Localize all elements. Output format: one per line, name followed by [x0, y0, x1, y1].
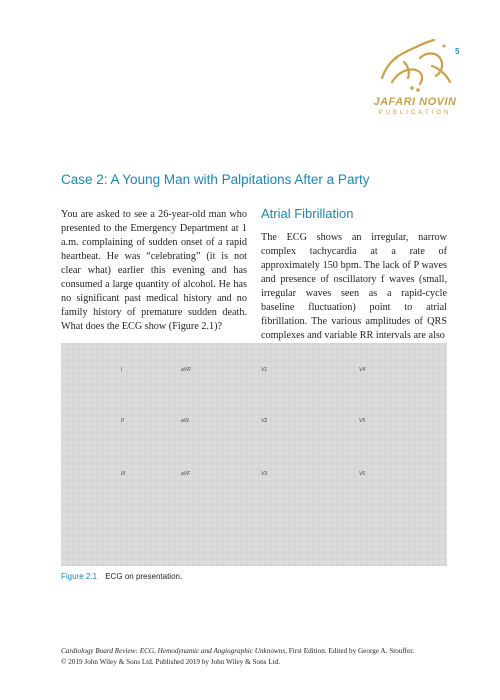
case-title: Case 2: A Young Man with Palpitations After a Party — [61, 172, 370, 187]
lead-label: V2 — [261, 418, 268, 424]
footer-book-title: Cardiology Board Review: ECG, Hemodynamic and Angiographic Unknowns — [61, 647, 286, 655]
lead-label: II — [121, 418, 124, 424]
ecg-figure — [61, 343, 447, 566]
figure-caption — [61, 572, 182, 581]
publisher-logo — [356, 38, 474, 122]
ecg-grid — [61, 343, 447, 566]
lead-label: V4 — [359, 367, 366, 373]
lead-label: V6 — [359, 471, 366, 477]
lead-label: aVR — [181, 367, 191, 373]
lead-label: aVF — [181, 471, 191, 477]
lead-label: III — [121, 471, 126, 477]
calligraphy-logo-icon — [374, 38, 456, 94]
figure-caption-text: ECG on presentation. — [105, 572, 183, 581]
lead-label: V1 — [261, 367, 268, 373]
section-text: The ECG shows an irregular, narrow complex tachycardia at a rate of approximately 150 bpm. The lack of P waves and presence of oscillatory f waves (small, irregular waves seen as a rapid-cycle baseline fluctuation) point to atrial fibrillation. The various amplitudes of QRS complexes and variable RR intervals are also — [261, 232, 447, 341]
footer-citation — [61, 646, 461, 656]
lead-label: aVL — [181, 418, 190, 424]
logo-subtitle: PUBLICATION — [378, 110, 452, 116]
case-text: You are asked to see a 26-year-old man who presented to the Emergency Department at 1 a.m. complaining of sudden onset of a rapid heartbeat. He was “celebrating” (it is not clear what) earlier this evening and has consumed a large quantity of alcohol. He has no significant past medical history and no family history of premature sudden death. What does the ECG show (Figure 2.1)? — [61, 209, 247, 332]
lead-label: V5 — [359, 418, 366, 424]
logo-name: JAFARI NOVIN — [373, 96, 457, 108]
section-heading: Atrial Fibrillation — [261, 206, 354, 221]
ecg-trace-image — [61, 343, 447, 566]
footer-copyright: © 2019 John Wiley & Sons Ltd. Published 2019 by John Wiley & Sons Ltd. — [61, 658, 281, 666]
page-number: 5 — [455, 47, 460, 56]
lead-label: I — [121, 367, 123, 373]
figure-label: Figure 2.1 — [61, 572, 98, 581]
footer-edition: , First Edition. Edited by George A. Stouffer. — [285, 647, 415, 655]
lead-label: V3 — [261, 471, 268, 477]
